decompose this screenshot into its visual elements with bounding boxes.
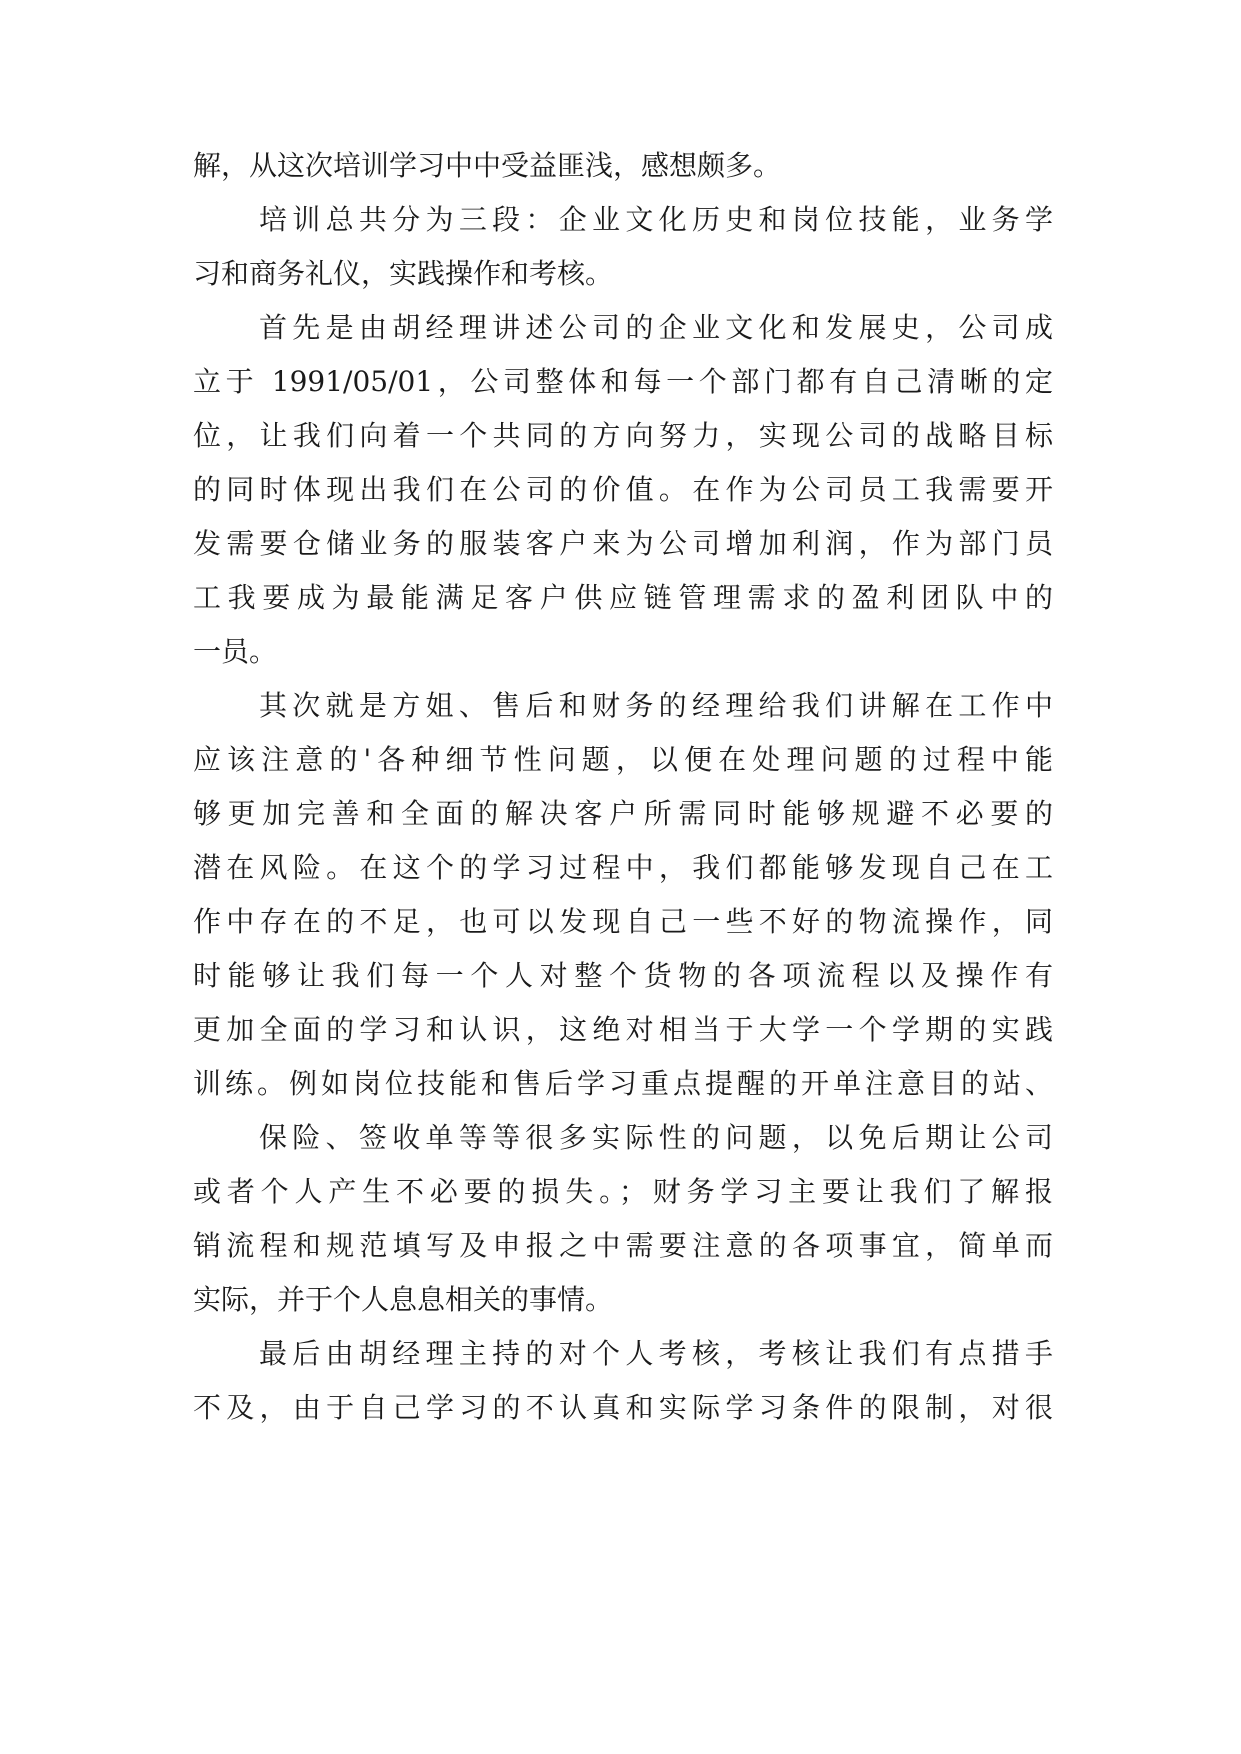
paragraph-first-line: 其次就是方姐、售后和财务的经理给我们讲解在工作中	[259, 689, 1053, 722]
text-line: 一员。	[193, 635, 278, 668]
text-line: 习和商务礼仪，实践操作和考核。	[193, 257, 614, 290]
text-line: 或者个人产生不必要的损失。；财务学习主要让我们了解报	[193, 1175, 1053, 1208]
text-line: 作中存在的不足，也可以发现自己一些不好的物流操作，同	[193, 905, 1053, 938]
text-line: 训练。例如岗位技能和售后学习重点提醒的开单注意目的站、	[193, 1067, 1053, 1100]
text-line: 工我要成为最能满足客户供应链管理需求的盈利团队中的	[193, 581, 1053, 614]
text-line: 销流程和规范填写及申报之中需要注意的各项事宜，简单而	[193, 1229, 1053, 1262]
text-line: 的同时体现出我们在公司的价值。在作为公司员工我需要开	[193, 473, 1053, 506]
paragraph-first-line: 最后由胡经理主持的对个人考核，考核让我们有点措手	[259, 1337, 1053, 1370]
paragraph-first-line: 培训总共分为三段：企业文化历史和岗位技能，业务学	[259, 203, 1053, 236]
text-line: 实际，并于个人息息相关的事情。	[193, 1283, 614, 1316]
text-line: 不及，由于自己学习的不认真和实际学习条件的限制，对很	[193, 1391, 1053, 1424]
text-line: 立于 1991/05/01，公司整体和每一个部门都有自己清晰的定	[193, 365, 1053, 398]
text-line: 时能够让我们每一个人对整个货物的各项流程以及操作有	[193, 959, 1053, 992]
text-line: 位，让我们向着一个共同的方向努力，实现公司的战略目标	[193, 419, 1053, 452]
text-line: 够更加完善和全面的解决客户所需同时能够规避不必要的	[193, 797, 1053, 830]
text-line: 更加全面的学习和认识，这绝对相当于大学一个学期的实践	[193, 1013, 1053, 1046]
paragraph-first-line: 保险、签收单等等很多实际性的问题，以免后期让公司	[259, 1121, 1053, 1154]
text-line: 发需要仓储业务的服装客户来为公司增加利润，作为部门员	[193, 527, 1053, 560]
paragraph-first-line: 首先是由胡经理讲述公司的企业文化和发展史，公司成	[259, 311, 1053, 344]
text-line: 应该注意的'各种细节性问题，以便在处理问题的过程中能	[193, 743, 1053, 776]
text-line: 解，从这次培训学习中中受益匪浅，感想颇多。	[193, 149, 782, 182]
text-line: 潜在风险。在这个的学习过程中，我们都能够发现自己在工	[193, 851, 1053, 884]
